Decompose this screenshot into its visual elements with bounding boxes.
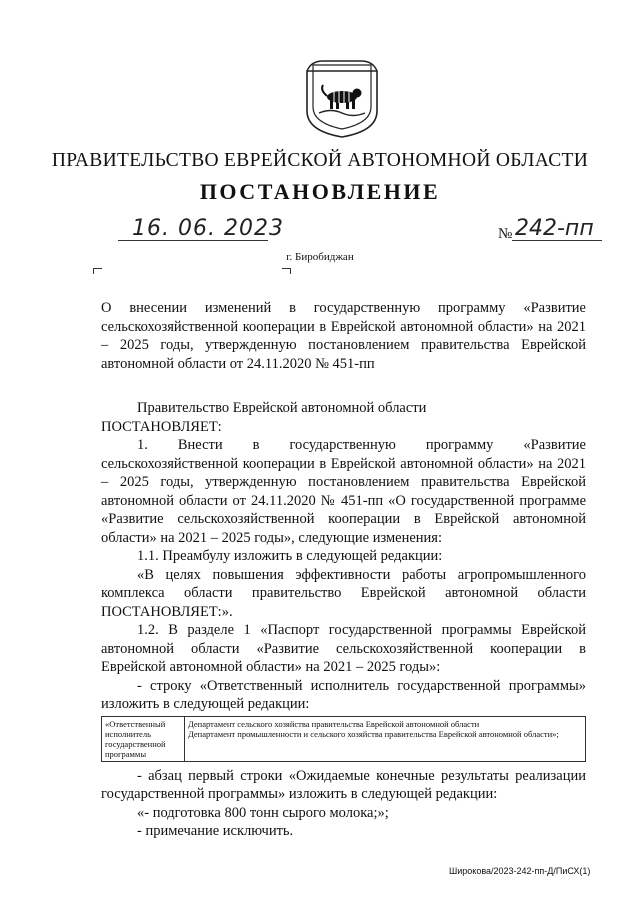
number-label: № [498,226,513,242]
body-note: - примечание исключить. [137,823,294,839]
city-label: г. Биробиджан [286,251,354,263]
subject-text: О внесении изменений в государственную программу «Развитие сельскохозяйственной кооперации в Еврейской автономной области» на 2021 – 2025 годы, утвержденную постановлением правительства Еврейской автономной области от 24.11.2020 № 451-пп [101,300,586,372]
number-underline [512,240,602,241]
document-body [101,399,586,841]
government-title: ПРАВИТЕЛЬСТВО ЕВРЕЙСКОЙ АВТОНОМНОЙ ОБЛАСТИ [51,150,589,171]
body-point-1-1-quote: «В целях повышения эффективности работы агропромышленного комплекса области правительство Еврейской автономной области ПОСТАНОВЛЯЕТ:». [101,566,586,620]
table-row [102,716,586,761]
body-point-1: 1. Внести в государственную программу «Развитие сельскохозяйственной кооперации в Еврейской автономной области» на 2021 – 2025 годы, утвержденную постановлением правительства Еврейской автономной области от 24.11.2020 № 451-пп «О государственной программе «Развитие сельскохозяйственной кооперации в Еврейской автономной области» на 2021 – 2025 годы», следующие изменения: [101,437,586,546]
body-point-1-2-line: - строку «Ответственный исполнитель государственной программы» изложить в следующей редакции: [101,677,586,712]
body-intro: Правительство Еврейской автономной области [137,400,427,416]
document-date: 16. 06. 2023 [132,216,284,241]
corner-mark-left [93,268,102,274]
coat-of-arms [303,57,381,139]
body-milk: «- подготовка 800 тонн сырого молока;»; [137,804,389,821]
document-subject [101,299,586,373]
table-cell-old-value: Департамент сельского хозяйства правительства Еврейской автономной области [188,718,480,729]
document-type-title: ПОСТАНОВЛЕНИЕ [199,179,441,204]
footer-reference: Широкова/2023-242-пп-Д/ПиСХ(1) [449,866,591,876]
date-underline [118,240,268,241]
table-cell-value [185,716,586,761]
body-abzac: - абзац первый строки «Ожидаемые конечные результаты реализации государственной программы» изложить в следующей редакции: [101,767,586,802]
body-point-1-1: 1.1. Преамбулу изложить в следующей редакции: [137,548,443,564]
document-number: 242-пп [515,216,594,241]
table-cell-new-value: Департамент промышленности и сельского хозяйства правительства Еврейской автономной области»; [188,728,559,739]
corner-mark-right [282,268,291,274]
body-point-1-2: 1.2. В разделе 1 «Паспорт государственной программы Еврейской автономной области «Развитие сельскохозяйственной кооперации в Еврейской автономной области» на 2021 – 2025 годы»: [101,622,586,675]
body-decree: ПОСТАНОВЛЯЕТ: [101,418,222,435]
amendment-table [101,716,586,762]
table-cell-label: «Ответственный исполнитель государственной программы [102,716,185,761]
